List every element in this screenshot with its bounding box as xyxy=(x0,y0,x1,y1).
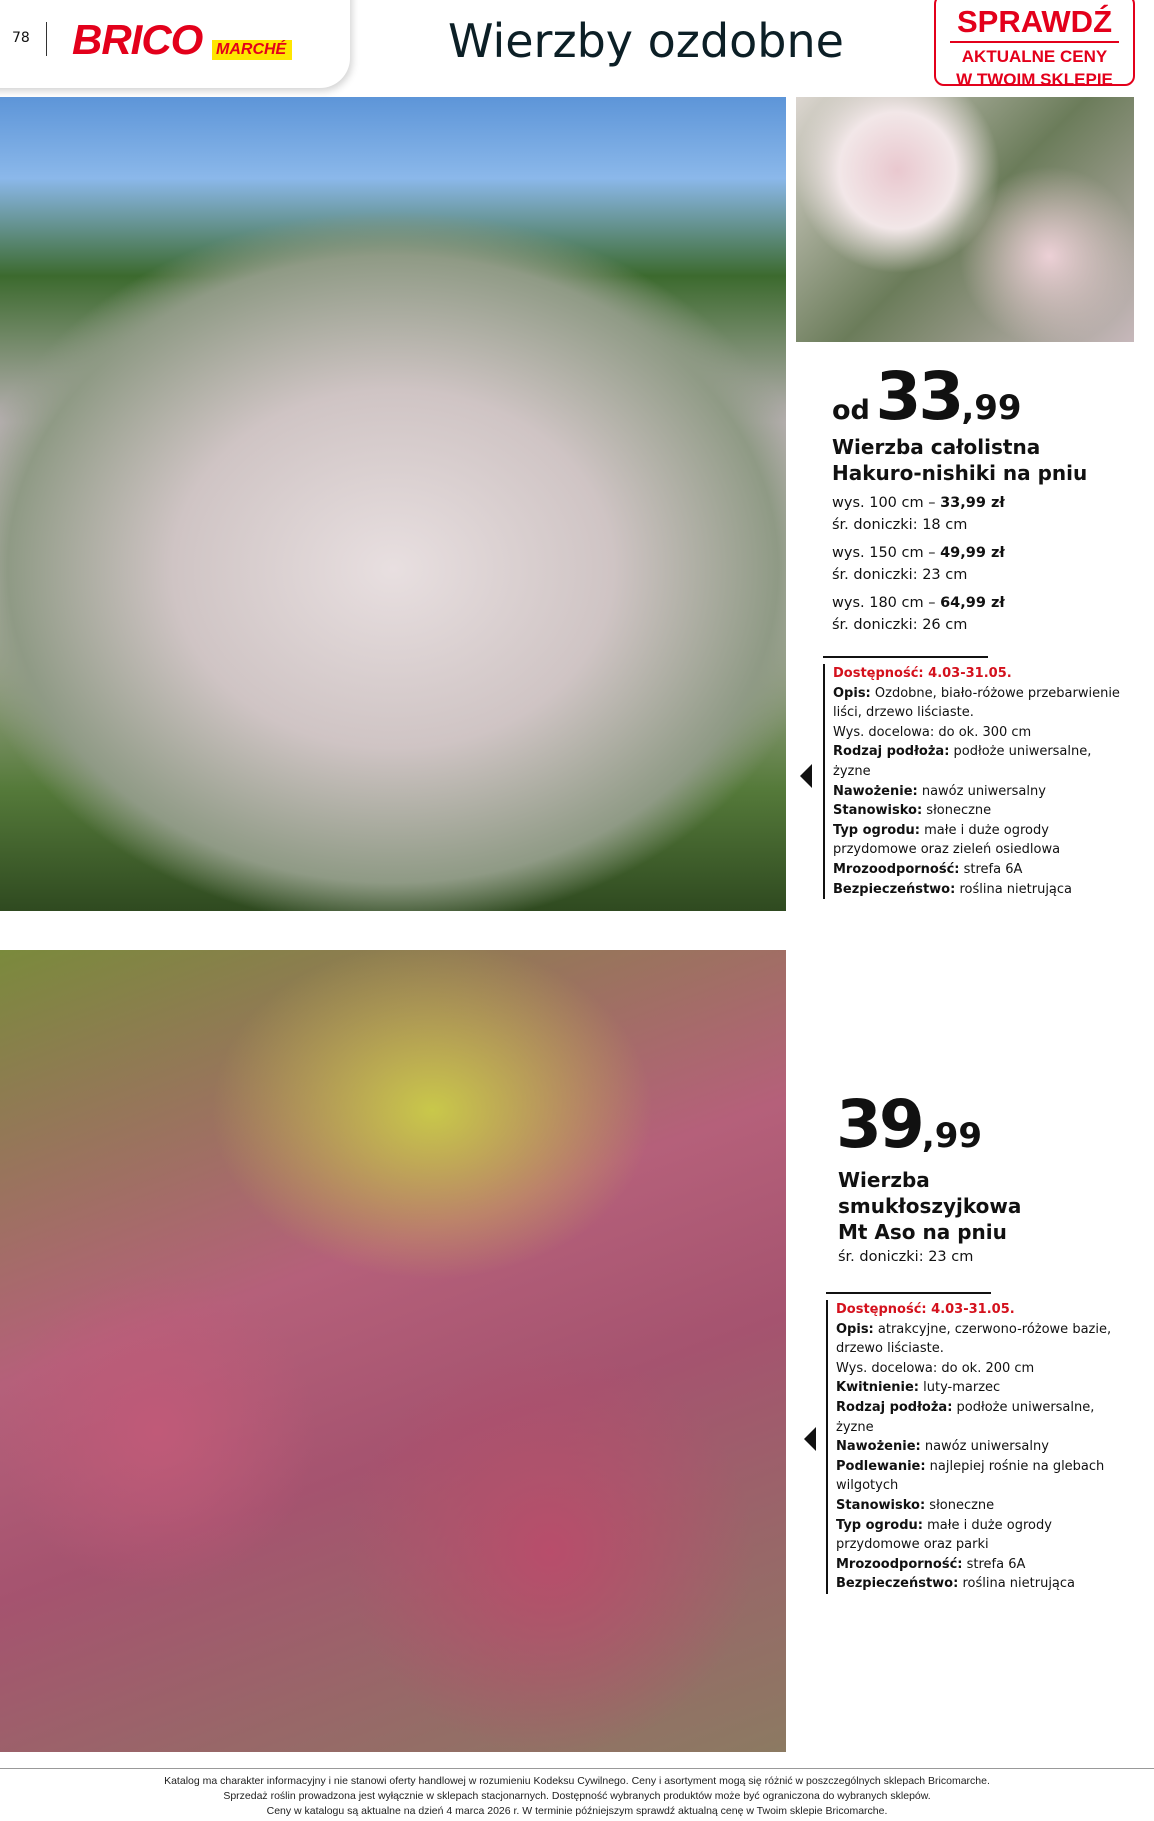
detail-key: Typ ogrodu: xyxy=(836,1517,923,1533)
variant-height: wys. 180 cm – xyxy=(832,595,941,611)
product2-details xyxy=(826,1300,1136,1594)
detail-value: małe i duże ogrody przydomowe oraz zieleń osiedlowa xyxy=(833,822,1061,858)
price-product2 xyxy=(836,1086,982,1163)
product2-pot: śr. doniczki: 23 cm xyxy=(838,1249,974,1265)
detail-key: Nawożenie: xyxy=(833,783,918,799)
detail-value: nawóz uniwersalny xyxy=(917,783,1046,799)
detail-value: najlepiej rośnie na glebach wilgotych xyxy=(836,1458,1105,1494)
badge-line: SPRAWDŹ xyxy=(950,4,1119,43)
page-number: 78 xyxy=(12,30,30,46)
price-cents: ,99 xyxy=(961,388,1022,428)
detail-row xyxy=(836,1516,1136,1555)
detail-row xyxy=(836,1398,1136,1437)
detail-value: roślina nietrująca xyxy=(958,1576,1076,1592)
photo-mt-aso-catkins xyxy=(0,950,786,1752)
name-line: Mt Aso na pniu xyxy=(838,1220,1007,1244)
price-main: 39 xyxy=(836,1086,922,1163)
variant-pot: śr. doniczki: 18 cm xyxy=(832,517,968,533)
variant-height: wys. 150 cm – xyxy=(832,545,941,561)
detail-value: małe i duże ogrody przydomowe oraz parki xyxy=(836,1517,1052,1553)
detail-row xyxy=(836,1437,1136,1457)
detail-key: Mrozoodporność: xyxy=(836,1556,963,1572)
variant-price: 49,99 zł xyxy=(940,545,1005,561)
detail-row xyxy=(833,801,1123,821)
detail-row xyxy=(836,1320,1136,1359)
detail-row xyxy=(836,1574,1136,1594)
photo-hakuro-nishiki-closeup xyxy=(796,97,1134,342)
detail-row xyxy=(833,742,1123,781)
variant xyxy=(832,492,1005,514)
detail-value: nawóz uniwersalny xyxy=(920,1439,1049,1455)
detail-key: Opis: xyxy=(836,1321,874,1337)
product1-details xyxy=(823,664,1123,899)
brico-logo: BRICO xyxy=(72,16,203,63)
detail-key: Bezpieczeństwo: xyxy=(833,881,956,897)
marche-logo: MARCHÉ xyxy=(212,40,292,60)
detail-key: Nawożenie: xyxy=(836,1439,921,1455)
detail-value: podłoże uniwersalne, żyzne xyxy=(836,1399,1095,1435)
availability: Dostępność: 4.03-31.05. xyxy=(833,666,1012,681)
detail-key: Stanowisko: xyxy=(836,1497,926,1513)
footer-line: Katalog ma charakter informacyjny i nie stanowi oferty handlowej w rozumieniu Kodeksu Cywilnego. Ceny i asortyment mogą się różnić w poszczególnych sklepach Bricomarche. xyxy=(164,1775,990,1787)
pointer-arrow-icon xyxy=(804,1427,816,1451)
detail-value: słoneczne xyxy=(922,803,992,819)
footer-divider xyxy=(0,1768,1154,1769)
product1-name xyxy=(832,434,1087,486)
variant-price: 33,99 zł xyxy=(940,495,1005,511)
detail-value: Wys. docelowa: do ok. 300 cm xyxy=(833,724,1032,740)
price-product1 xyxy=(832,358,1022,435)
variant-pot: śr. doniczki: 26 cm xyxy=(832,617,968,633)
detail-value: luty-marzec xyxy=(919,1380,1001,1396)
detail-key: Kwitnienie: xyxy=(836,1380,920,1396)
detail-key: Opis: xyxy=(833,685,871,701)
page-title: Wierzby ozdobne xyxy=(448,14,844,68)
name-line: smukłoszyjkowa xyxy=(838,1194,1022,1218)
product2-name xyxy=(838,1167,1021,1245)
detail-value: Wys. docelowa: do ok. 200 cm xyxy=(836,1360,1035,1376)
detail-row xyxy=(833,684,1123,723)
detail-key: Podlewanie: xyxy=(836,1458,926,1474)
variant xyxy=(832,542,1005,564)
badge-line: W TWOIM SKLEPIE xyxy=(956,70,1113,89)
variant xyxy=(832,592,1005,614)
detail-row xyxy=(836,1378,1136,1398)
detail-value: Ozdobne, biało-różowe przebarwienie liści, drzewo liściaste. xyxy=(833,685,1120,721)
detail-row xyxy=(836,1496,1136,1516)
detail-row xyxy=(836,1359,1136,1379)
name-line: Wierzba xyxy=(838,1168,930,1192)
detail-row xyxy=(833,723,1123,743)
photo-hakuro-nishiki-shrub xyxy=(0,97,786,911)
footer-line: Ceny w katalogu są aktualne na dzień 4 marca 2026 r. W terminie późniejszym sprawdź aktualną cenę w Twoim sklepie Bricomarche. xyxy=(266,1805,888,1817)
detail-key: Mrozoodporność: xyxy=(833,861,960,877)
variant-price: 64,99 zł xyxy=(940,595,1005,611)
footer-line: Sprzedaż roślin prowadzona jest wyłącznie w sklepach stacjonarnych. Dostępność wybranych produktów może być ograniczona do wybranych sklepów. xyxy=(223,1790,931,1802)
detail-value: strefa 6A xyxy=(959,861,1023,877)
detail-value: podłoże uniwersalne, żyzne xyxy=(833,744,1092,779)
detail-row xyxy=(833,880,1123,900)
detail-row xyxy=(833,782,1123,802)
detail-value: atrakcyjne, czerwono-różowe bazie, drzewo liściaste. xyxy=(836,1321,1112,1357)
badge-line: AKTUALNE CENY xyxy=(961,47,1108,66)
detail-value: strefa 6A xyxy=(962,1556,1026,1572)
footer-disclaimer xyxy=(0,1774,1154,1819)
availability: Dostępność: 4.03-31.05. xyxy=(836,1302,1015,1317)
detail-value: słoneczne xyxy=(925,1497,995,1513)
variant-pot: śr. doniczki: 23 cm xyxy=(832,567,968,583)
detail-key: Rodzaj podłoża: xyxy=(836,1399,953,1415)
detail-key: Rodzaj podłoża: xyxy=(833,744,950,760)
detail-key: Stanowisko: xyxy=(833,803,923,819)
price-cents: ,99 xyxy=(921,1116,983,1156)
detail-row xyxy=(836,1555,1136,1575)
pointer-arrow-icon xyxy=(800,764,812,788)
product1-variants xyxy=(832,492,1005,636)
price-prefix: od xyxy=(832,395,870,426)
name-line: Hakuro-nishiki na pniu xyxy=(832,461,1088,485)
name-line: Wierzba całolistna xyxy=(832,435,1041,459)
detail-row xyxy=(833,860,1123,880)
detail-key: Typ ogrodu: xyxy=(833,822,920,838)
check-prices-badge xyxy=(934,0,1135,89)
detail-row xyxy=(833,821,1123,860)
divider xyxy=(46,22,47,56)
variant-height: wys. 100 cm – xyxy=(832,495,941,511)
detail-row xyxy=(836,1457,1136,1496)
detail-value: roślina nietrująca xyxy=(955,881,1073,897)
price-main: 33 xyxy=(875,358,962,435)
detail-key: Bezpieczeństwo: xyxy=(836,1576,959,1592)
